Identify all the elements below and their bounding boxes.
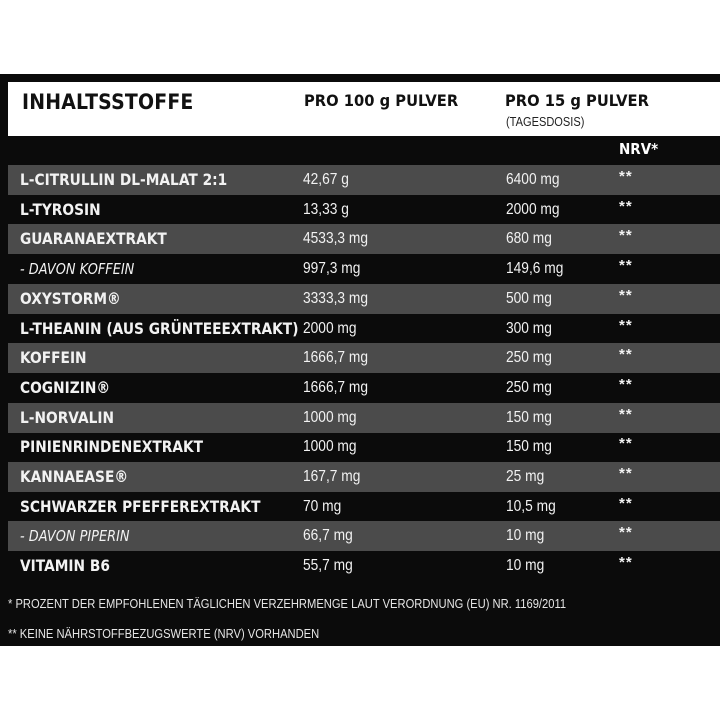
ingredient-name: - DAVON KOFFEIN — [20, 260, 135, 279]
ingredient-name: L-NORVALIN — [20, 407, 115, 427]
ingredient-name: KOFFEIN — [20, 348, 87, 368]
table-row — [8, 432, 720, 462]
ingredient-name: L-CITRULLIN DL-MALAT 2:1 — [20, 170, 228, 189]
nrv-value: ** — [619, 375, 633, 393]
amount-per-15g: 10 mg — [506, 557, 545, 575]
ingredient-name: VITAMIN B6 — [20, 556, 110, 576]
header-nrv: NRV* — [619, 140, 659, 158]
amount-per-100g: 997,3 mg — [303, 260, 361, 278]
header-per-15g: PRO 15 g PULVER — [505, 91, 649, 110]
table-row — [8, 521, 720, 551]
amount-per-100g: 1000 mg — [303, 438, 357, 456]
ingredient-name: COGNIZIN® — [20, 377, 111, 397]
nrv-value: ** — [619, 465, 633, 482]
footnote-nrv-definition: * PROZENT DER EMPFOHLENEN TÄGLICHEN VERZEHRMENGE LAUT VERORDNUNG (EU) NR. 1169/2011 — [8, 596, 567, 611]
table-row — [8, 343, 720, 373]
table-row — [8, 165, 720, 195]
nrv-value: ** — [619, 227, 633, 245]
amount-per-15g: 10,5 mg — [506, 497, 556, 515]
ingredient-name: KANNAEASE® — [20, 467, 129, 486]
nrv-value: ** — [619, 405, 633, 423]
amount-per-15g: 500 mg — [506, 289, 552, 307]
header-daily-dose: (TAGESDOSIS) — [506, 114, 585, 129]
nrv-value: ** — [619, 197, 633, 215]
header-per-100g: PRO 100 g PULVER — [304, 91, 459, 110]
table-header — [8, 82, 720, 136]
table-row — [8, 224, 720, 254]
table-row — [8, 373, 720, 403]
amount-per-15g: 149,6 mg — [506, 260, 564, 278]
table-row — [8, 254, 720, 284]
footnote-no-nrv: ** KEINE NÄHRSTOFFBEZUGSWERTE (NRV) VORHANDEN — [8, 626, 320, 641]
nrv-value: ** — [619, 286, 633, 304]
nrv-value: ** — [619, 554, 633, 572]
amount-per-15g: 2000 mg — [506, 200, 560, 218]
table-row — [8, 284, 720, 314]
amount-per-15g: 150 mg — [506, 438, 552, 456]
amount-per-15g: 6400 mg — [506, 171, 560, 188]
nrv-value: ** — [619, 494, 633, 512]
header-ingredients: INHALTSSTOFFE — [22, 90, 194, 114]
amount-per-100g: 55,7 mg — [303, 557, 353, 575]
amount-per-15g: 300 mg — [506, 319, 552, 337]
nrv-value: ** — [619, 435, 633, 453]
amount-per-100g: 2000 mg — [303, 319, 357, 337]
amount-per-100g: 167,7 mg — [303, 468, 361, 485]
ingredient-name: L-TYROSIN — [20, 199, 101, 219]
table-row — [8, 492, 720, 522]
ingredient-name: OXYSTORM® — [20, 288, 121, 308]
table-row — [8, 551, 720, 581]
nrv-value: ** — [619, 524, 633, 542]
amount-per-100g: 1666,7 mg — [303, 349, 369, 367]
ingredient-name: PINIENRINDENEXTRAKT — [20, 437, 204, 457]
ingredient-name: L-THEANIN (AUS GRÜNTEEEXTRAKT) — [20, 318, 299, 338]
amount-per-100g: 1666,7 mg — [303, 378, 369, 396]
amount-per-100g: 13,33 g — [303, 200, 349, 218]
nrv-value: ** — [619, 257, 633, 275]
table-row — [8, 403, 720, 433]
amount-per-100g: 4533,3 mg — [303, 230, 369, 248]
amount-per-15g: 25 mg — [506, 468, 545, 485]
amount-per-100g: 3333,3 mg — [303, 289, 369, 307]
amount-per-100g: 1000 mg — [303, 408, 357, 426]
amount-per-15g: 680 mg — [506, 230, 552, 248]
nrv-value: ** — [619, 316, 633, 334]
amount-per-100g: 42,67 g — [303, 171, 349, 188]
nrv-value: ** — [619, 168, 633, 185]
ingredient-name: - DAVON PIPERIN — [20, 527, 130, 546]
table-row — [8, 195, 720, 225]
table-row — [8, 314, 720, 344]
amount-per-100g: 70 mg — [303, 497, 342, 515]
nrv-value: ** — [619, 346, 633, 364]
ingredient-name: SCHWARZER PFEFFEREXTRAKT — [20, 496, 261, 516]
amount-per-15g: 10 mg — [506, 527, 545, 545]
amount-per-15g: 250 mg — [506, 349, 552, 367]
table-row — [8, 462, 720, 492]
amount-per-15g: 150 mg — [506, 408, 552, 426]
ingredient-name: GUARANAEXTRAKT — [20, 229, 167, 249]
amount-per-100g: 66,7 mg — [303, 527, 353, 545]
amount-per-15g: 250 mg — [506, 378, 552, 396]
